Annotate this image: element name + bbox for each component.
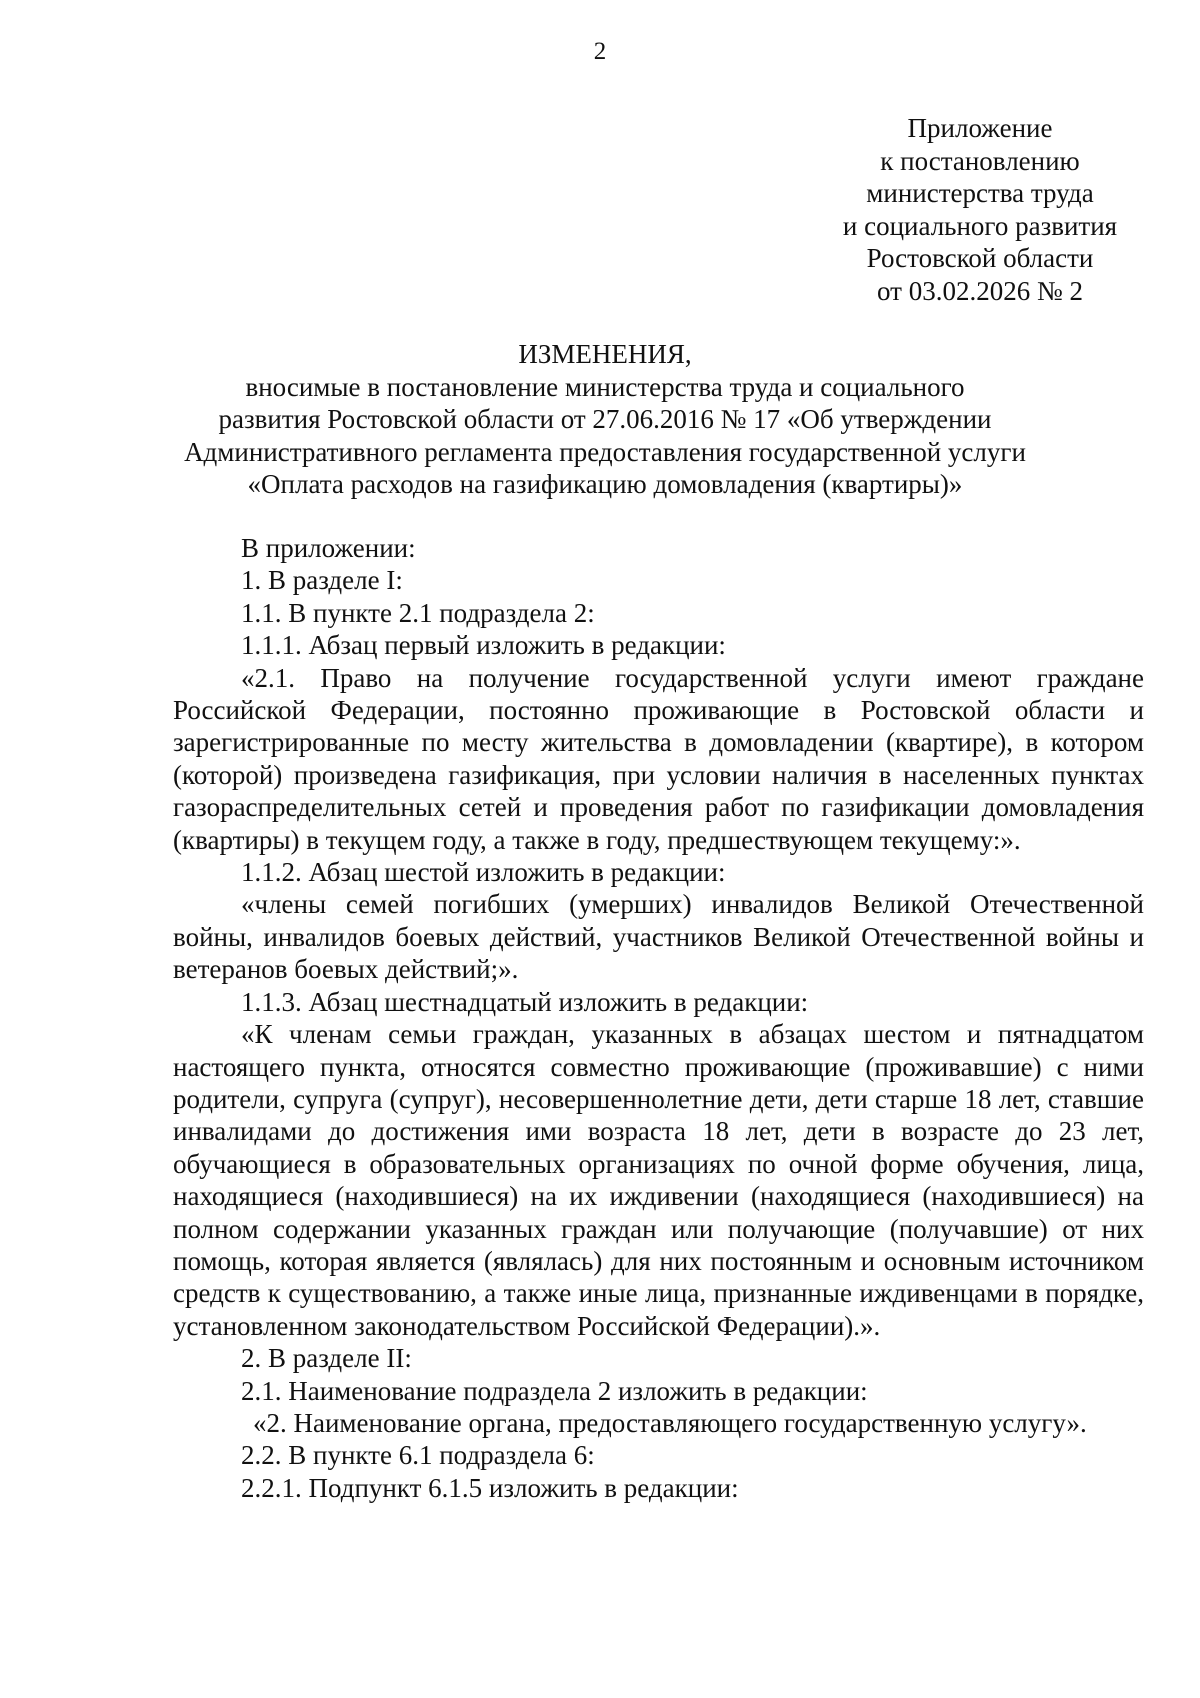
paragraph: 2. В разделе II: [241,1343,412,1374]
paragraph: «2. Наименование органа, предоставляющего государственную услугу». [253,1407,1087,1438]
title-line: Административного регламента предоставления государственной услуги [184,436,1026,467]
page-number: 2 [593,38,607,65]
paragraph: 2.2.1. Подпункт 6.1.5 изложить в редакции: [241,1472,739,1503]
title-line: «Оплата расходов на газификацию домовладения (квартиры)» [247,469,963,499]
appendix-line: Ростовской области [866,243,1094,273]
title-line: вносимые в постановление министерства труда и социального [245,371,965,402]
paragraph: «2.1. Право на получение государственной услуги имеют граждане Российской Федерации, постоянно проживающие в Ростовской области и зарегистрированные по месту жительства в домовладении (квартире), в котором (которой) произведена газификация, при условии наличия в населенных пунктах газораспределительных сетей и проведения работ по газификации домовладения (квартиры) в текущем году, а также в году, предшествующем текущему:». [173,662,1144,855]
paragraph: 1.1.1. Абзац первый изложить в редакции: [241,630,726,661]
appendix-line: к постановлению [880,145,1080,176]
paragraph: 1. В разделе I: [241,565,403,596]
paragraph: 1.1. В пункте 2.1 подраздела 2: [241,597,595,628]
paragraph: 2.1. Наименование подраздела 2 изложить в редакции: [241,1375,868,1406]
appendix-line: министерства труда [866,178,1094,208]
paragraph: 1.1.3. Абзац шестнадцатый изложить в редакции: [241,986,809,1017]
paragraph: 2.2. В пункте 6.1 подраздела 6: [241,1440,595,1471]
appendix-line: от 03.02.2026 № 2 [877,275,1083,306]
appendix-line: Приложение [907,113,1053,143]
appendix-header [800,112,1160,307]
paragraph: В приложении: [241,533,416,563]
title-heading: ИЗМЕНЕНИЯ, [518,339,692,369]
title-line: развития Ростовской области от 27.06.2016 № 17 «Об утверждении [218,404,992,434]
document-body [173,532,1144,1504]
appendix-line: и социального развития [842,210,1118,241]
document-title [120,338,1090,501]
paragraph: «К членам семьи граждан, указанных в абзацах шестом и пятнадцатом настоящего пункта, относятся совместно проживающие (проживавшие) с ними родители, супруга (супруг), несовершеннолетние дети, дети старше 18 лет, ставшие инвалидами до достижения ими возраста 18 лет, дети в возрасте до 23 лет, обучающиеся в образовательных организациях по очной форме обучения, лица, находящиеся (находившиеся) на их иждивении (находящиеся (находившиеся) на полном содержании указанных граждан или получающие (получавшие) от них помощь, которая является (являлась) для них постоянным и основным источником средств к существованию, а также иные лица, признанные иждивенцами в порядке, установленном законодательством Российской Федерации).». [173,1019,1144,1341]
paragraph: «члены семей погибших (умерших) инвалидов Великой Отечественной войны, инвалидов боевых действий, участников Великой Отечественной войны и ветеранов боевых действий;». [173,889,1144,985]
paragraph: 1.1.2. Абзац шестой изложить в редакции: [241,857,726,888]
